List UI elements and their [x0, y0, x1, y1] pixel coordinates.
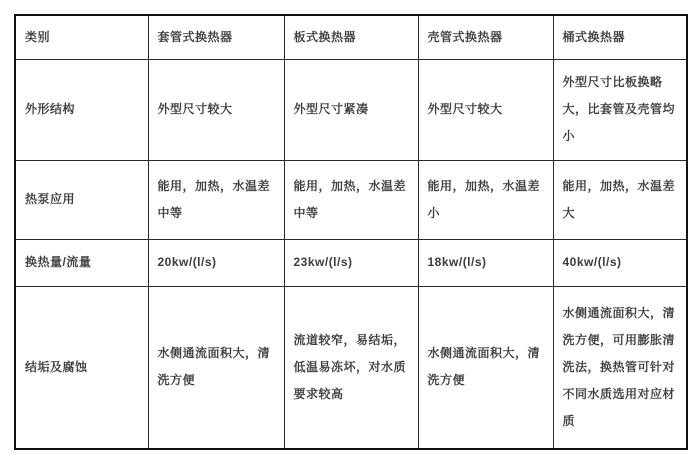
- table-cell: 能用，加热，水温差小: [418, 160, 553, 239]
- header-cell-tube-in-tube: 套管式换热器: [148, 15, 284, 59]
- header-cell-plate: 板式换热器: [284, 15, 418, 59]
- header-cell-tank: 桶式换热器: [553, 15, 687, 59]
- header-cell-shell-tube: 壳管式换热器: [418, 15, 553, 59]
- table-cell: 23kw/(l/s): [284, 239, 418, 286]
- table-cell: 外型尺寸较大: [148, 59, 284, 160]
- row-label: 换热量/流量: [15, 239, 148, 286]
- header-cell-category: 类别: [15, 15, 148, 59]
- table-cell: 外型尺寸紧凑: [284, 59, 418, 160]
- table-cell: 18kw/(l/s): [418, 239, 553, 286]
- table-cell: 外型尺寸较大: [418, 59, 553, 160]
- table-header-row: [15, 15, 687, 59]
- table-cell: 外型尺寸比板换略大，比套管及壳管均小: [553, 59, 687, 160]
- table-cell: 20kw/(l/s): [148, 239, 284, 286]
- table-cell: 能用，加热，水温差大: [553, 160, 687, 239]
- row-label: 外形结构: [15, 59, 148, 160]
- row-label: 结垢及腐蚀: [15, 286, 148, 449]
- table-row-heatpump-application: [15, 160, 687, 239]
- table-cell: 水侧通流面积大，清洗方便，可用膨胀清洗法，换热管可针对不同水质选用对应材质: [553, 286, 687, 449]
- table-row-heat-flow: [15, 239, 687, 286]
- table-cell: 水侧通流面积大，清洗方便: [148, 286, 284, 449]
- heat-exchanger-comparison-table: [14, 14, 688, 450]
- table-cell: 流道较窄，易结垢，低温易冻坏，对水质要求较高: [284, 286, 418, 449]
- table-cell: 能用，加热，水温差中等: [284, 160, 418, 239]
- table-cell: 能用，加热，水温差中等: [148, 160, 284, 239]
- table-row-scaling-corrosion: [15, 286, 687, 449]
- table-row-structure: [15, 59, 687, 160]
- table-cell: 水侧通流面积大，清洗方便: [418, 286, 553, 449]
- row-label: 热泵应用: [15, 160, 148, 239]
- table-cell: 40kw/(l/s): [553, 239, 687, 286]
